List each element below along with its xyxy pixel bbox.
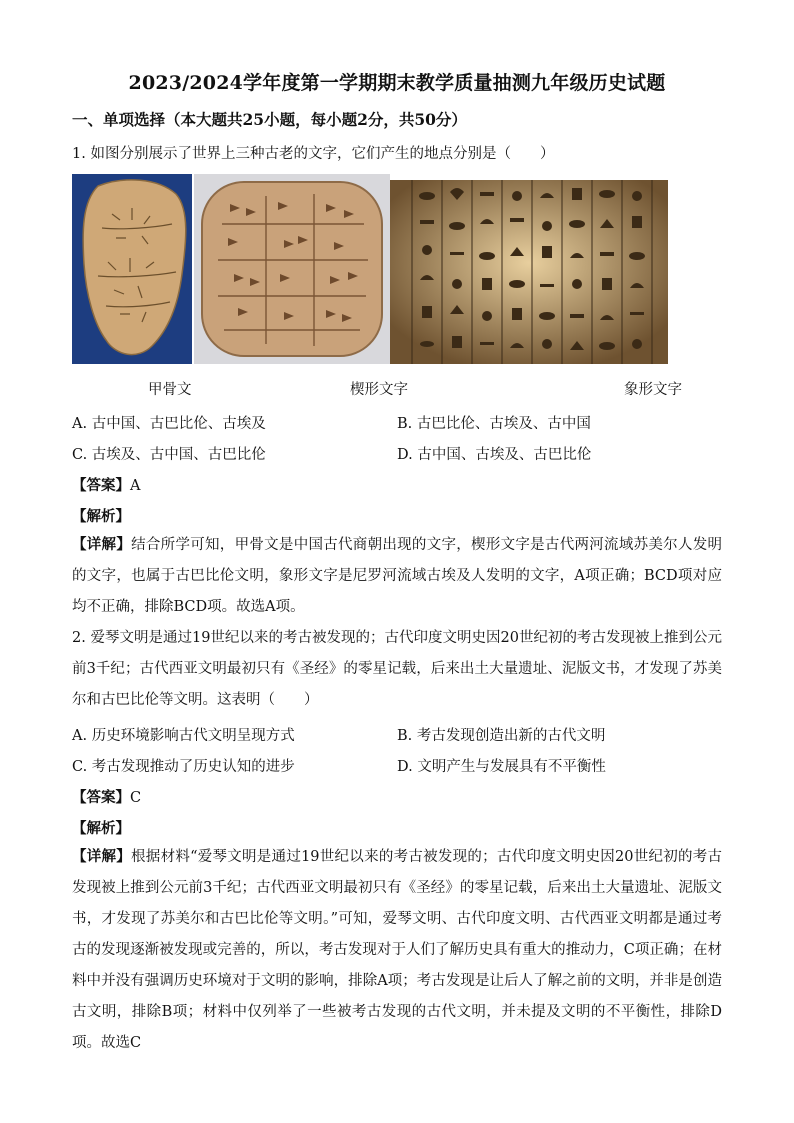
answer-value: A bbox=[130, 478, 141, 494]
cuneiform-tablet-image bbox=[194, 174, 390, 364]
answer-value: C bbox=[130, 790, 142, 806]
detail-label: 【详解】 bbox=[72, 848, 132, 865]
q2-option-d: D. 文明产生与发展具有不平衡性 bbox=[397, 759, 606, 775]
q1-option-c: C. 古埃及、古中国、古巴比伦 bbox=[72, 447, 266, 463]
detail-text: 结合所学可知，甲骨文是中国古代商朝出现的文字，楔形文字是古代两河流域苏美尔人发明的文字，也属于古巴比伦文明，象形文字是尼罗河流域古埃及人发明的文字，A项正确；BCD项对应均不正确，排除BCD项。故选A项。 bbox=[72, 537, 723, 615]
answer-label: 【答案】 bbox=[72, 789, 130, 806]
q1-detail bbox=[72, 529, 722, 623]
q2-analysis-label: 【解析】 bbox=[72, 820, 130, 837]
q1-option-a: A. 古中国、古巴比伦、古埃及 bbox=[72, 416, 266, 432]
q2-option-b: B. 考古发现创造出新的古代文明 bbox=[397, 728, 606, 744]
detail-label: 【详解】 bbox=[72, 536, 132, 553]
q1-stem: 1. 如图分别展示了世界上三种古老的文字，它们产生的地点分别是（ ） bbox=[72, 146, 555, 162]
caption-oracle-bone: 甲骨文 bbox=[148, 382, 192, 398]
cuneiform-tablet-picture bbox=[194, 174, 390, 364]
q1-option-d: D. 古中国、古埃及、古巴比伦 bbox=[397, 447, 592, 463]
caption-hieroglyphs: 象形文字 bbox=[624, 382, 682, 398]
hieroglyphs-picture bbox=[390, 180, 668, 364]
answer-label: 【答案】 bbox=[72, 477, 130, 494]
q2-detail bbox=[72, 841, 722, 1059]
q2-stem: 2. 爱琴文明是通过19世纪以来的考古被发现的；古代印度文明史因20世纪初的考古发现被上推到公元前3千纪；古代西亚文明最初只有《圣经》的零星记载，后来出土大量遗址、泥版文书，才发现了苏美尔和古巴比伦等文明。这表明（ ） bbox=[72, 630, 722, 708]
q2-option-c: C. 考古发现推动了历史认知的进步 bbox=[72, 759, 295, 775]
oracle-bone-picture bbox=[72, 174, 192, 364]
section-heading: 一、单项选择（本大题共25小题，每小题2分，共50分） bbox=[72, 110, 467, 129]
q1-answer bbox=[72, 474, 140, 495]
q1-analysis-label: 【解析】 bbox=[72, 508, 130, 525]
hieroglyphs-image bbox=[390, 180, 668, 364]
detail-text: 根据材料“爱琴文明是通过19世纪以来的考古被发现的；古代印度文明史因20世纪初的考古发现被上推到公元前3千纪；古代西亚文明最初只有《圣经》的零星记载，后来出土大量遗址、泥版文书，才发现了苏美尔和古巴比伦等文明。”可知，爱琴文明、古代印度文明、古代西亚文明都是通过考古的发现逐渐被发现或完善的，所以，考古发现对于人们了解历史具有重大的推动力，C项正确；在材料中并没有强调历史环境对于文明的影响，排除A项；考古发现是让后人了解之前的文明，并非是创造古文明，排除B项；材料中仅列举了一些被考古发现的古代文明，并未提及文明的不平衡性，排除D项。故选C bbox=[72, 849, 723, 1051]
q1-images bbox=[72, 174, 668, 364]
q2-option-a: A. 历史环境影响古代文明呈现方式 bbox=[72, 728, 295, 744]
q2-answer bbox=[72, 786, 141, 807]
caption-cuneiform: 楔形文字 bbox=[350, 382, 408, 398]
q1-option-b: B. 古巴比伦、古埃及、古中国 bbox=[397, 416, 591, 432]
page-title: 2023/2024学年度第一学期期末教学质量抽测九年级历史试题 bbox=[128, 72, 666, 94]
oracle-bone-image bbox=[72, 174, 192, 364]
